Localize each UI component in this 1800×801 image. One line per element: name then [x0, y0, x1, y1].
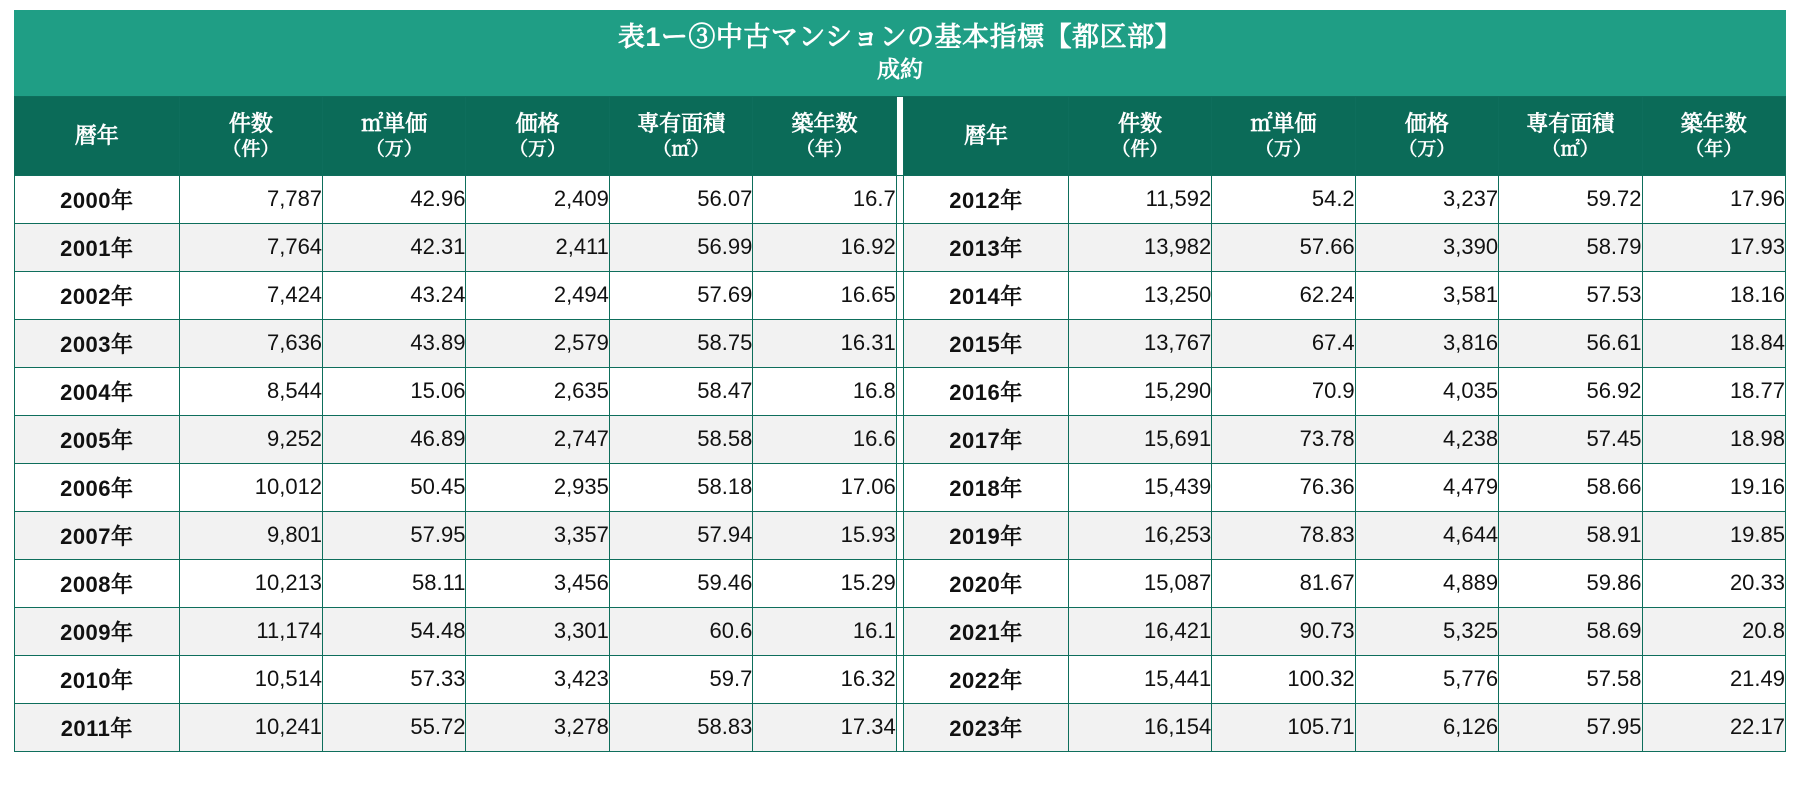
- cell-count: 13,250: [1068, 271, 1211, 319]
- cell-price: 2,747: [466, 415, 609, 463]
- cell-unit-price: 54.48: [323, 607, 466, 655]
- cell-unit-price: 58.11: [323, 559, 466, 607]
- header-unit-price-left-line2: （万）: [365, 138, 423, 160]
- cell-age: 19.16: [1642, 463, 1785, 511]
- table-row: [15, 607, 1786, 655]
- cell-area: 58.91: [1499, 511, 1642, 559]
- cell-price: 2,935: [466, 463, 609, 511]
- column-divider: [896, 559, 903, 607]
- cell-count: 9,252: [179, 415, 322, 463]
- table-row: [15, 367, 1786, 415]
- cell-year: 2016年: [904, 367, 1069, 415]
- cell-unit-price: 46.89: [323, 415, 466, 463]
- cell-age: 17.93: [1642, 223, 1785, 271]
- cell-year: 2003年: [15, 319, 180, 367]
- cell-price: 3,390: [1355, 223, 1498, 271]
- column-divider: [896, 271, 903, 319]
- cell-price: 3,816: [1355, 319, 1498, 367]
- cell-age: 19.85: [1642, 511, 1785, 559]
- table-body: [15, 175, 1786, 751]
- cell-count: 13,982: [1068, 223, 1211, 271]
- cell-year: 2006年: [15, 463, 180, 511]
- cell-area: 58.66: [1499, 463, 1642, 511]
- cell-year: 2002年: [15, 271, 180, 319]
- cell-count: 7,636: [179, 319, 322, 367]
- cell-area: 59.46: [609, 559, 752, 607]
- cell-unit-price: 62.24: [1212, 271, 1355, 319]
- cell-age: 15.29: [753, 559, 896, 607]
- cell-age: 16.65: [753, 271, 896, 319]
- cell-area: 59.72: [1499, 175, 1642, 223]
- column-divider: [896, 607, 903, 655]
- cell-unit-price: 57.66: [1212, 223, 1355, 271]
- cell-age: 16.8: [753, 367, 896, 415]
- cell-count: 10,241: [179, 703, 322, 751]
- cell-price: 2,579: [466, 319, 609, 367]
- column-divider: [896, 96, 903, 175]
- header-area-right-line2: （㎡）: [1541, 138, 1599, 160]
- column-divider: [896, 511, 903, 559]
- header-year-left-line1: 暦年: [74, 122, 119, 148]
- cell-area: 57.94: [609, 511, 752, 559]
- cell-area: 58.79: [1499, 223, 1642, 271]
- cell-year: 2005年: [15, 415, 180, 463]
- cell-count: 8,544: [179, 367, 322, 415]
- cell-count: 11,174: [179, 607, 322, 655]
- table-row: [15, 175, 1786, 223]
- cell-area: 59.86: [1499, 559, 1642, 607]
- cell-age: 18.16: [1642, 271, 1785, 319]
- header-price-right-line1: 価格: [1404, 110, 1449, 136]
- header-count-right-line2: （件）: [1111, 138, 1169, 160]
- header-count-left: [179, 96, 322, 175]
- cell-price: 4,889: [1355, 559, 1498, 607]
- cell-area: 56.07: [609, 175, 752, 223]
- column-divider: [896, 367, 903, 415]
- header-age-left-line2: （年）: [796, 138, 854, 160]
- cell-year: 2011年: [15, 703, 180, 751]
- cell-year: 2014年: [904, 271, 1069, 319]
- cell-age: 17.96: [1642, 175, 1785, 223]
- cell-year: 2000年: [15, 175, 180, 223]
- header-unit-price-right-line2: （万）: [1254, 138, 1312, 160]
- cell-unit-price: 81.67: [1212, 559, 1355, 607]
- table-row: [15, 559, 1786, 607]
- column-divider: [896, 319, 903, 367]
- cell-price: 5,776: [1355, 655, 1498, 703]
- table-row: [15, 655, 1786, 703]
- cell-unit-price: 100.32: [1212, 655, 1355, 703]
- header-age-right: [1642, 96, 1785, 175]
- cell-count: 10,213: [179, 559, 322, 607]
- cell-price: 2,411: [466, 223, 609, 271]
- column-divider: [896, 655, 903, 703]
- cell-count: 15,691: [1068, 415, 1211, 463]
- cell-age: 22.17: [1642, 703, 1785, 751]
- cell-year: 2004年: [15, 367, 180, 415]
- cell-age: 15.93: [753, 511, 896, 559]
- cell-year: 2013年: [904, 223, 1069, 271]
- cell-area: 58.83: [609, 703, 752, 751]
- cell-age: 16.6: [753, 415, 896, 463]
- cell-unit-price: 78.83: [1212, 511, 1355, 559]
- cell-count: 16,154: [1068, 703, 1211, 751]
- header-area-right: [1499, 96, 1642, 175]
- cell-price: 4,238: [1355, 415, 1498, 463]
- cell-area: 57.45: [1499, 415, 1642, 463]
- header-unit-price-right-line1: ㎡単価: [1250, 110, 1317, 136]
- cell-year: 2018年: [904, 463, 1069, 511]
- cell-price: 3,357: [466, 511, 609, 559]
- cell-year: 2023年: [904, 703, 1069, 751]
- cell-count: 10,012: [179, 463, 322, 511]
- cell-count: 7,787: [179, 175, 322, 223]
- header-year-left: [15, 96, 180, 175]
- column-divider: [896, 175, 903, 223]
- column-divider: [896, 415, 903, 463]
- table-row: [15, 223, 1786, 271]
- data-table-container: [14, 10, 1786, 752]
- cell-year: 2007年: [15, 511, 180, 559]
- table-row: [15, 511, 1786, 559]
- header-year-right-line1: 暦年: [964, 122, 1009, 148]
- cell-age: 17.34: [753, 703, 896, 751]
- header-price-left-line2: （万）: [509, 138, 567, 160]
- header-age-right-line1: 築年数: [1680, 110, 1747, 136]
- cell-price: 3,456: [466, 559, 609, 607]
- cell-price: 4,479: [1355, 463, 1498, 511]
- cell-unit-price: 90.73: [1212, 607, 1355, 655]
- cell-year: 2019年: [904, 511, 1069, 559]
- cell-area: 58.47: [609, 367, 752, 415]
- cell-age: 16.32: [753, 655, 896, 703]
- cell-unit-price: 55.72: [323, 703, 466, 751]
- cell-price: 4,035: [1355, 367, 1498, 415]
- cell-price: 4,644: [1355, 511, 1498, 559]
- cell-count: 7,764: [179, 223, 322, 271]
- table-header: [15, 96, 1786, 175]
- cell-year: 2017年: [904, 415, 1069, 463]
- cell-age: 20.33: [1642, 559, 1785, 607]
- cell-count: 11,592: [1068, 175, 1211, 223]
- cell-area: 57.69: [609, 271, 752, 319]
- cell-unit-price: 105.71: [1212, 703, 1355, 751]
- cell-unit-price: 42.31: [323, 223, 466, 271]
- cell-price: 3,581: [1355, 271, 1498, 319]
- column-divider: [896, 463, 903, 511]
- cell-unit-price: 15.06: [323, 367, 466, 415]
- cell-price: 6,126: [1355, 703, 1498, 751]
- cell-price: 2,409: [466, 175, 609, 223]
- table-title-bar: [14, 10, 1786, 96]
- cell-age: 17.06: [753, 463, 896, 511]
- cell-count: 7,424: [179, 271, 322, 319]
- header-area-left-line2: （㎡）: [652, 138, 710, 160]
- cell-price: 2,494: [466, 271, 609, 319]
- cell-unit-price: 73.78: [1212, 415, 1355, 463]
- cell-count: 10,514: [179, 655, 322, 703]
- cell-unit-price: 50.45: [323, 463, 466, 511]
- cell-age: 21.49: [1642, 655, 1785, 703]
- cell-year: 2009年: [15, 607, 180, 655]
- cell-unit-price: 54.2: [1212, 175, 1355, 223]
- cell-unit-price: 42.96: [323, 175, 466, 223]
- header-unit-price-left: [323, 96, 466, 175]
- header-count-right-line1: 件数: [1118, 110, 1163, 136]
- table-row: [15, 319, 1786, 367]
- cell-unit-price: 57.33: [323, 655, 466, 703]
- cell-year: 2015年: [904, 319, 1069, 367]
- cell-unit-price: 76.36: [1212, 463, 1355, 511]
- header-area-right-line1: 専有面積: [1526, 110, 1615, 136]
- header-unit-price-right: [1212, 96, 1355, 175]
- header-unit-price-left-line1: ㎡単価: [361, 110, 428, 136]
- cell-age: 18.84: [1642, 319, 1785, 367]
- cell-area: 56.92: [1499, 367, 1642, 415]
- cell-year: 2010年: [15, 655, 180, 703]
- table-subtitle: 成約: [877, 55, 923, 82]
- header-age-right-line2: （年）: [1685, 138, 1743, 160]
- cell-price: 2,635: [466, 367, 609, 415]
- cell-age: 18.77: [1642, 367, 1785, 415]
- cell-unit-price: 43.24: [323, 271, 466, 319]
- cell-age: 16.92: [753, 223, 896, 271]
- table-row: [15, 271, 1786, 319]
- cell-count: 15,087: [1068, 559, 1211, 607]
- column-divider: [896, 703, 903, 751]
- header-price-right: [1355, 96, 1498, 175]
- cell-area: 58.75: [609, 319, 752, 367]
- header-area-left: [609, 96, 752, 175]
- table-row: [15, 703, 1786, 751]
- header-count-left-line1: 件数: [228, 110, 273, 136]
- cell-unit-price: 43.89: [323, 319, 466, 367]
- cell-year: 2021年: [904, 607, 1069, 655]
- cell-age: 20.8: [1642, 607, 1785, 655]
- header-row: [15, 96, 1786, 175]
- cell-area: 59.7: [609, 655, 752, 703]
- header-count-left-line2: （件）: [222, 138, 280, 160]
- cell-year: 2012年: [904, 175, 1069, 223]
- cell-unit-price: 70.9: [1212, 367, 1355, 415]
- cell-count: 15,441: [1068, 655, 1211, 703]
- cell-year: 2001年: [15, 223, 180, 271]
- table-row: [15, 415, 1786, 463]
- table-row: [15, 463, 1786, 511]
- cell-area: 58.18: [609, 463, 752, 511]
- cell-age: 16.31: [753, 319, 896, 367]
- cell-area: 57.58: [1499, 655, 1642, 703]
- cell-price: 3,237: [1355, 175, 1498, 223]
- cell-count: 16,421: [1068, 607, 1211, 655]
- cell-unit-price: 67.4: [1212, 319, 1355, 367]
- cell-price: 3,301: [466, 607, 609, 655]
- cell-area: 57.53: [1499, 271, 1642, 319]
- header-age-left: [753, 96, 896, 175]
- header-price-right-line2: （万）: [1398, 138, 1456, 160]
- cell-area: 58.69: [1499, 607, 1642, 655]
- cell-price: 5,325: [1355, 607, 1498, 655]
- cell-area: 56.99: [609, 223, 752, 271]
- table-title: 表1ー③中古マンションの基本指標【都区部】: [617, 22, 1183, 52]
- cell-area: 57.95: [1499, 703, 1642, 751]
- cell-year: 2008年: [15, 559, 180, 607]
- cell-count: 13,767: [1068, 319, 1211, 367]
- header-area-left-line1: 専有面積: [637, 110, 726, 136]
- cell-area: 58.58: [609, 415, 752, 463]
- column-divider: [896, 223, 903, 271]
- header-price-left: [466, 96, 609, 175]
- cell-price: 3,423: [466, 655, 609, 703]
- cell-age: 18.98: [1642, 415, 1785, 463]
- cell-count: 15,290: [1068, 367, 1211, 415]
- header-count-right: [1068, 96, 1211, 175]
- cell-year: 2020年: [904, 559, 1069, 607]
- cell-area: 60.6: [609, 607, 752, 655]
- cell-age: 16.7: [753, 175, 896, 223]
- cell-count: 16,253: [1068, 511, 1211, 559]
- cell-age: 16.1: [753, 607, 896, 655]
- cell-area: 56.61: [1499, 319, 1642, 367]
- cell-price: 3,278: [466, 703, 609, 751]
- cell-year: 2022年: [904, 655, 1069, 703]
- cell-unit-price: 57.95: [323, 511, 466, 559]
- cell-count: 9,801: [179, 511, 322, 559]
- header-age-left-line1: 築年数: [791, 110, 858, 136]
- header-year-right: [904, 96, 1069, 175]
- header-price-left-line1: 価格: [515, 110, 560, 136]
- indicator-table: [14, 96, 1786, 752]
- cell-count: 15,439: [1068, 463, 1211, 511]
